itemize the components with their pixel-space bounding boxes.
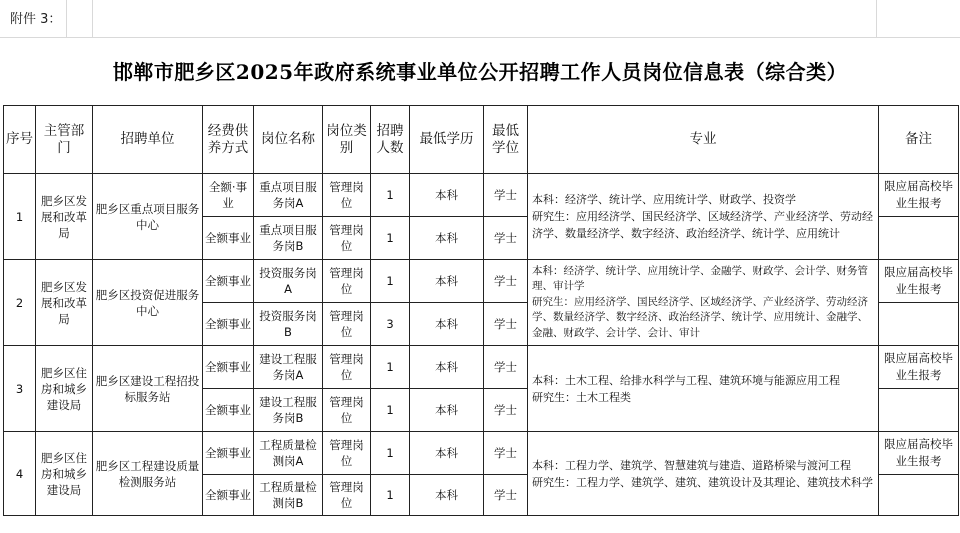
major-text: 本科：经济学、统计学、应用统计学、财政学、投资学 研究生：应用经济学、国民经济学、区域经济学、产业经济学、劳动经济学、数量经济学、数字经济、政治经济学、统计学、应用统计 bbox=[532, 193, 873, 240]
cell-funding: 全额事业 bbox=[203, 217, 254, 260]
cell-remark bbox=[879, 475, 959, 516]
cell-degree: 学士 bbox=[484, 303, 528, 346]
cell-count: 1 bbox=[371, 432, 410, 475]
cell-funding: 全额事业 bbox=[203, 303, 254, 346]
cell-funding: 全额·事业 bbox=[203, 174, 254, 217]
cell-degree: 学士 bbox=[484, 174, 528, 217]
page-title: 邯郸市肥乡区2025年政府系统事业单位公开招聘工作人员岗位信息表（综合类） bbox=[112, 60, 848, 84]
cell-seq: 2 bbox=[4, 260, 36, 346]
cell-education: 本科 bbox=[410, 260, 484, 303]
header-education: 最低学历 bbox=[410, 106, 484, 174]
cell-degree: 学士 bbox=[484, 475, 528, 516]
cell-position: 工程质量检测岗A bbox=[254, 432, 323, 475]
cell-count: 1 bbox=[371, 475, 410, 516]
cell-education: 本科 bbox=[410, 346, 484, 389]
cell-funding: 全额事业 bbox=[203, 389, 254, 432]
cell-degree: 学士 bbox=[484, 346, 528, 389]
cell-education: 本科 bbox=[410, 303, 484, 346]
recruitment-table bbox=[3, 105, 959, 516]
cell-major bbox=[528, 346, 879, 432]
cell-remark: 限应届高校毕业生报考 bbox=[879, 432, 959, 475]
cell-education: 本科 bbox=[410, 389, 484, 432]
cell-unit: 肥乡区工程建设质量检测服务站 bbox=[93, 432, 203, 516]
cell-unit: 肥乡区投资促进服务中心 bbox=[93, 260, 203, 346]
cell-education: 本科 bbox=[410, 174, 484, 217]
header-dept: 主管部门 bbox=[36, 106, 93, 174]
cell-degree: 学士 bbox=[484, 217, 528, 260]
cell-remark: 限应届高校毕业生报考 bbox=[879, 346, 959, 389]
cell-category: 管理岗位 bbox=[323, 475, 371, 516]
cell-count: 1 bbox=[371, 260, 410, 303]
cell-count: 3 bbox=[371, 303, 410, 346]
cell-count: 1 bbox=[371, 174, 410, 217]
cell-unit: 肥乡区重点项目服务中心 bbox=[93, 174, 203, 260]
cell-funding: 全额事业 bbox=[203, 260, 254, 303]
cell-seq: 4 bbox=[4, 432, 36, 516]
cell-degree: 学士 bbox=[484, 389, 528, 432]
header-major: 专业 bbox=[528, 106, 879, 174]
cell-remark bbox=[879, 389, 959, 432]
table-row bbox=[4, 174, 959, 217]
header-unit: 招聘单位 bbox=[93, 106, 203, 174]
cell-remark bbox=[879, 217, 959, 260]
table-header-row bbox=[4, 106, 959, 174]
major-text: 本科：工程力学、建筑学、智慧建筑与建造、道路桥梁与渡河工程 研究生：工程力学、建筑学、建筑、建筑设计及其理论、建筑技术科学 bbox=[532, 458, 873, 489]
cell-category: 管理岗位 bbox=[323, 389, 371, 432]
cell-remark bbox=[879, 303, 959, 346]
cell-category: 管理岗位 bbox=[323, 174, 371, 217]
cell-position: 重点项目服务岗B bbox=[254, 217, 323, 260]
header-seq: 序号 bbox=[4, 106, 36, 174]
cell-funding: 全额事业 bbox=[203, 346, 254, 389]
header-funding: 经费供养方式 bbox=[203, 106, 254, 174]
cell-funding: 全额事业 bbox=[203, 475, 254, 516]
cell-count: 1 bbox=[371, 389, 410, 432]
cell-position: 投资服务岗A bbox=[254, 260, 323, 303]
cell-category: 管理岗位 bbox=[323, 217, 371, 260]
cell-funding: 全额事业 bbox=[203, 432, 254, 475]
cell-position: 工程质量检测岗B bbox=[254, 475, 323, 516]
cell-major bbox=[528, 174, 879, 260]
table-row bbox=[4, 346, 959, 389]
cell-degree: 学士 bbox=[484, 260, 528, 303]
cell-dept: 肥乡区发展和改革局 bbox=[36, 174, 93, 260]
cell-position: 建设工程服务岗A bbox=[254, 346, 323, 389]
cell-position: 重点项目服务岗A bbox=[254, 174, 323, 217]
header-remark: 备注 bbox=[879, 106, 959, 174]
cell-seq: 1 bbox=[4, 174, 36, 260]
cell-count: 1 bbox=[371, 217, 410, 260]
major-text: 本科：经济学、统计学、应用统计学、金融学、财政学、会计学、财务管理、审计学 研究生：应用经济学、国民经济学、区域经济学、产业经济学、劳动经济学、数量经济学、数字经济、政治经济学、统计学、应用统计、金融学、金融、财政学、会计学、会计、审计 bbox=[532, 264, 868, 339]
cell-category: 管理岗位 bbox=[323, 260, 371, 303]
table-row bbox=[4, 260, 959, 303]
cell-major bbox=[528, 432, 879, 516]
cell-dept: 肥乡区发展和改革局 bbox=[36, 260, 93, 346]
cell-category: 管理岗位 bbox=[323, 432, 371, 475]
cell-education: 本科 bbox=[410, 432, 484, 475]
header-count: 招聘人数 bbox=[371, 106, 410, 174]
major-text: 本科：土木工程、给排水科学与工程、建筑环境与能源应用工程 研究生：土木工程类 bbox=[532, 373, 840, 404]
header-degree: 最低学位 bbox=[484, 106, 528, 174]
cell-education: 本科 bbox=[410, 217, 484, 260]
cell-seq: 3 bbox=[4, 346, 36, 432]
cell-category: 管理岗位 bbox=[323, 303, 371, 346]
cell-position: 投资服务岗B bbox=[254, 303, 323, 346]
cell-category: 管理岗位 bbox=[323, 346, 371, 389]
cell-unit: 肥乡区建设工程招投标服务站 bbox=[93, 346, 203, 432]
cell-dept: 肥乡区住房和城乡建设局 bbox=[36, 432, 93, 516]
cell-remark: 限应届高校毕业生报考 bbox=[879, 174, 959, 217]
cell-education: 本科 bbox=[410, 475, 484, 516]
table-row bbox=[4, 432, 959, 475]
cell-dept: 肥乡区住房和城乡建设局 bbox=[36, 346, 93, 432]
cell-position: 建设工程服务岗B bbox=[254, 389, 323, 432]
cell-remark: 限应届高校毕业生报考 bbox=[879, 260, 959, 303]
header-category: 岗位类别 bbox=[323, 106, 371, 174]
header-position: 岗位名称 bbox=[254, 106, 323, 174]
cell-major bbox=[528, 260, 879, 346]
cell-count: 1 bbox=[371, 346, 410, 389]
attachment-label: 附件 3： bbox=[10, 12, 62, 27]
cell-degree: 学士 bbox=[484, 432, 528, 475]
